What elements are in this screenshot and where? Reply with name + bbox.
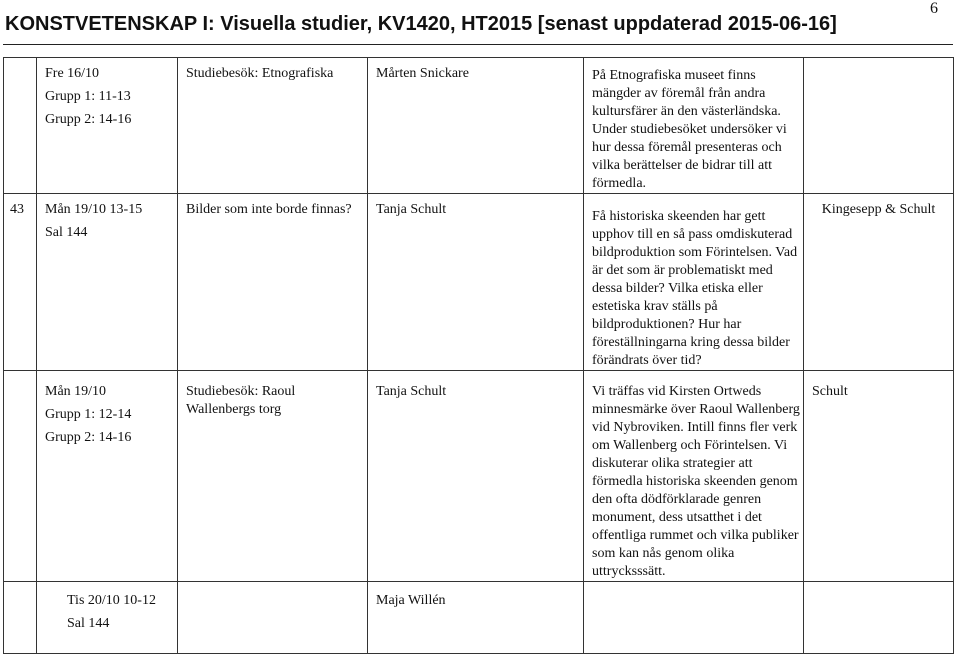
description-line: offentliga rummet och vilka publiker	[592, 528, 799, 543]
literature-cell	[804, 582, 954, 654]
description-cell	[584, 194, 804, 371]
topic-line: Wallenbergs torg	[186, 402, 282, 417]
description-cell	[584, 582, 804, 654]
date-line: Mån 19/10	[45, 384, 107, 399]
header-rule	[3, 44, 953, 45]
literature-cell	[804, 371, 954, 582]
date-cell	[37, 58, 178, 194]
description-line: förändrats över tid?	[592, 353, 702, 368]
date-line: Mån 19/10 13-15	[45, 202, 143, 217]
description-line: estetiska krav ställs på	[592, 299, 718, 314]
table-row	[4, 371, 954, 582]
teacher-cell	[368, 194, 584, 371]
topic-line: Studiebesök: Etnografiska	[186, 66, 334, 81]
week-cell	[4, 582, 37, 654]
description-line: som kan nås genom olika	[592, 546, 735, 561]
topic-cell	[178, 58, 368, 194]
group-line: Grupp 2: 14-16	[45, 430, 132, 445]
description-line: minnesmärke över Raoul Wallenberg	[592, 402, 800, 417]
table-row	[4, 58, 954, 194]
group-line: Grupp 1: 11-13	[45, 89, 131, 104]
description-line: bildproduktion som Förintelsen. Vad	[592, 245, 798, 260]
date-cell	[37, 582, 178, 654]
description-line: förmedla.	[592, 176, 647, 191]
teacher-cell	[368, 58, 584, 194]
teacher-name: Tanja Schult	[376, 202, 447, 217]
description-line: Få historiska skeenden har gett	[592, 209, 766, 224]
description-line: dessa bilder? Vilka etiska eller	[592, 281, 763, 296]
description-line: monument, dess utsatthet i det	[592, 510, 762, 525]
description-line: kultursfärer än den västerländska.	[592, 104, 781, 119]
description-line: om Wallenberg och Förintelsen. Vi	[592, 438, 788, 453]
description-line: är det som är problematiskt med	[592, 263, 773, 278]
literature-cell	[804, 194, 954, 371]
date-cell	[37, 371, 178, 582]
description-line: vid Nybroviken. Intill finns fler verk	[592, 420, 798, 435]
topic-cell	[178, 371, 368, 582]
teacher-name: Mårten Snickare	[376, 66, 469, 81]
date-line: Fre 16/10	[45, 66, 100, 81]
week-number: 43	[10, 202, 24, 217]
date-cell	[37, 194, 178, 371]
literature-ref: Schult	[812, 384, 848, 399]
teacher-cell	[368, 582, 584, 654]
teacher-cell	[368, 371, 584, 582]
topic-cell	[178, 582, 368, 654]
date-line: Tis 20/10 10-12	[67, 593, 156, 608]
description-line: hur dessa föremål presenteras och	[592, 140, 782, 155]
week-cell	[4, 58, 37, 194]
description-line: På Etnografiska museet finns	[592, 68, 756, 83]
topic-cell	[178, 194, 368, 371]
page-number: 6	[930, 0, 938, 17]
description-line: förmedla historiska skeenden genom	[592, 474, 798, 489]
teacher-name: Tanja Schult	[376, 384, 447, 399]
group-line: Grupp 1: 12-14	[45, 407, 132, 422]
table-row	[4, 194, 954, 371]
description-line: den ofta dödförklarade genren	[592, 492, 762, 507]
topic-line: Studiebesök: Raoul	[186, 384, 296, 399]
description-line: vilka berättelser de bidrar till att	[592, 158, 772, 173]
description-cell	[584, 371, 804, 582]
literature-cell	[804, 58, 954, 194]
description-line: bildproduktionen? Hur har	[592, 317, 742, 332]
group-line: Grupp 2: 14-16	[45, 112, 132, 127]
room-line: Sal 144	[67, 616, 110, 631]
literature-ref: Kingesepp & Schult	[821, 202, 936, 217]
week-cell	[4, 194, 37, 371]
description-line: upphov till en så pass omdiskuterad	[592, 227, 793, 242]
table-row	[4, 582, 954, 654]
description-line: uttrycksssätt.	[592, 564, 666, 579]
page-header	[0, 0, 960, 46]
week-cell	[4, 371, 37, 582]
teacher-name: Maja Willén	[376, 593, 446, 608]
description-line: diskuterar olika strategier att	[592, 456, 753, 471]
schedule-table	[3, 57, 954, 654]
topic-line: Bilder som inte borde finnas?	[186, 202, 352, 217]
description-line: föreställningarna kring dessa bilder	[592, 335, 790, 350]
document-title: KONSTVETENSKAP I: Visuella studier, KV1420, HT2015 [senast uppdaterad 2015-06-16]	[5, 13, 837, 35]
description-line: Vi träffas vid Kirsten Ortweds	[592, 384, 762, 399]
description-cell	[584, 58, 804, 194]
description-line: Under studiebesöket undersöker vi	[592, 122, 787, 137]
room-line: Sal 144	[45, 225, 88, 240]
description-line: mängder av föremål från andra	[592, 86, 766, 101]
